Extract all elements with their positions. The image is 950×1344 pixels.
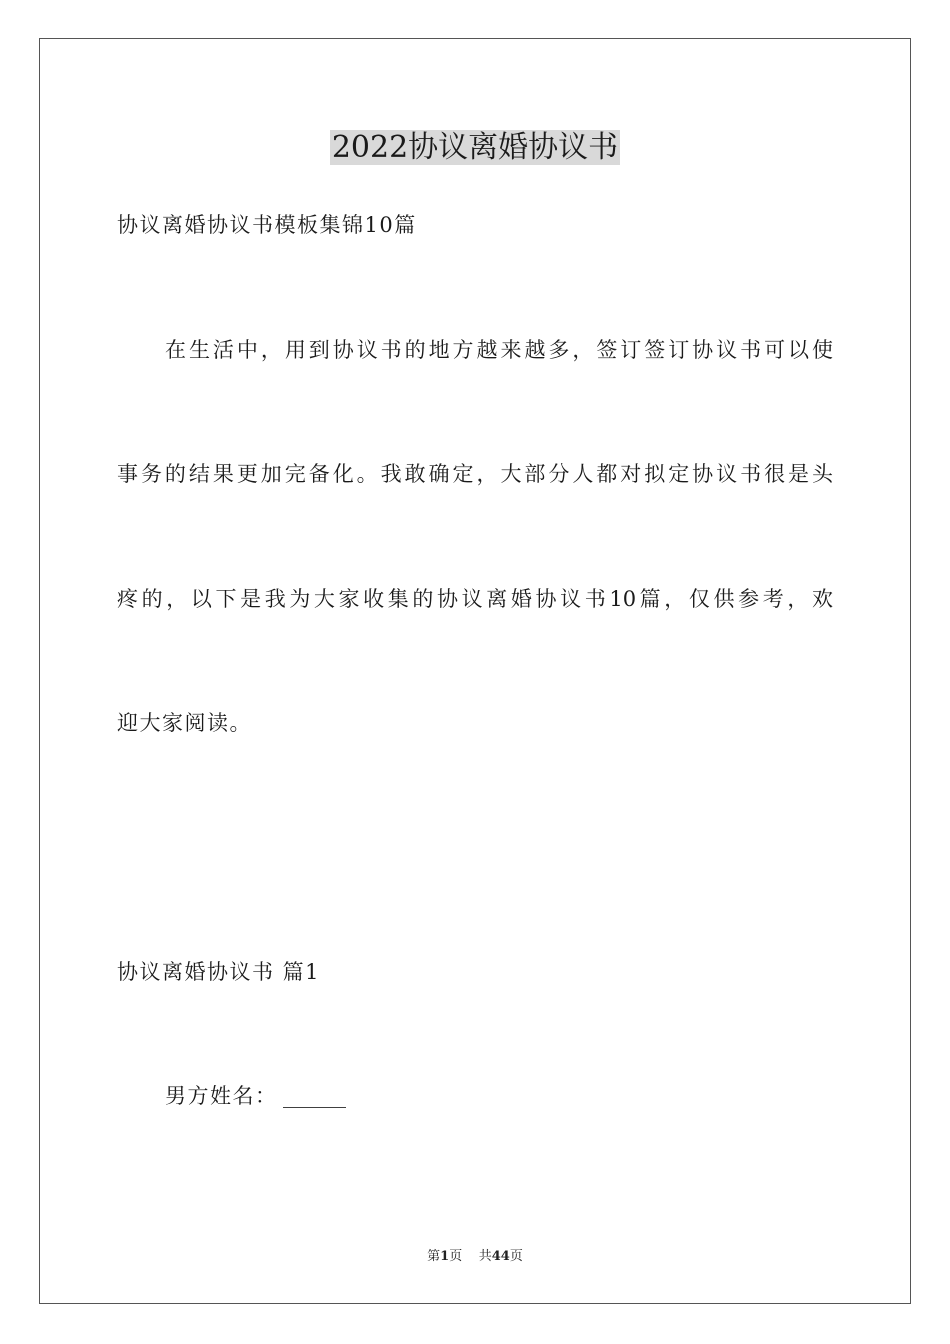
husband-name-label: 男方姓名： [165, 1084, 278, 1108]
intro-line-1: 在生活中，用到协议书的地方越来越多，签订签订协议书可以使 [165, 338, 833, 362]
page-prefix: 第 [427, 1249, 441, 1264]
total-prefix: 共 [478, 1249, 492, 1264]
document-title [0, 128, 950, 168]
intro-line-3: 疼的，以下是我为大家收集的协议离婚协议书10篇，仅供参考，欢 [117, 587, 833, 611]
page-suffix: 页 [449, 1249, 463, 1264]
husband-name-field [165, 1082, 278, 1110]
total-suffix: 页 [509, 1249, 523, 1264]
page-number: 1 [440, 1249, 450, 1264]
husband-name-blank: ______ [283, 1084, 346, 1108]
total-pages: 44 [491, 1249, 510, 1264]
section-heading: 协议离婚协议书 篇1 [117, 960, 321, 984]
intro-line-4: 迎大家阅读。 [117, 711, 252, 735]
intro-line-2: 事务的结果更加完备化。我敢确定，大部分人都对拟定协议书很是头 [117, 462, 833, 486]
document-subtitle: 协议离婚协议书模板集锦10篇 [117, 213, 417, 237]
page-footer [0, 1248, 950, 1266]
document-title-text: 2022协议离婚协议书 [331, 130, 619, 165]
